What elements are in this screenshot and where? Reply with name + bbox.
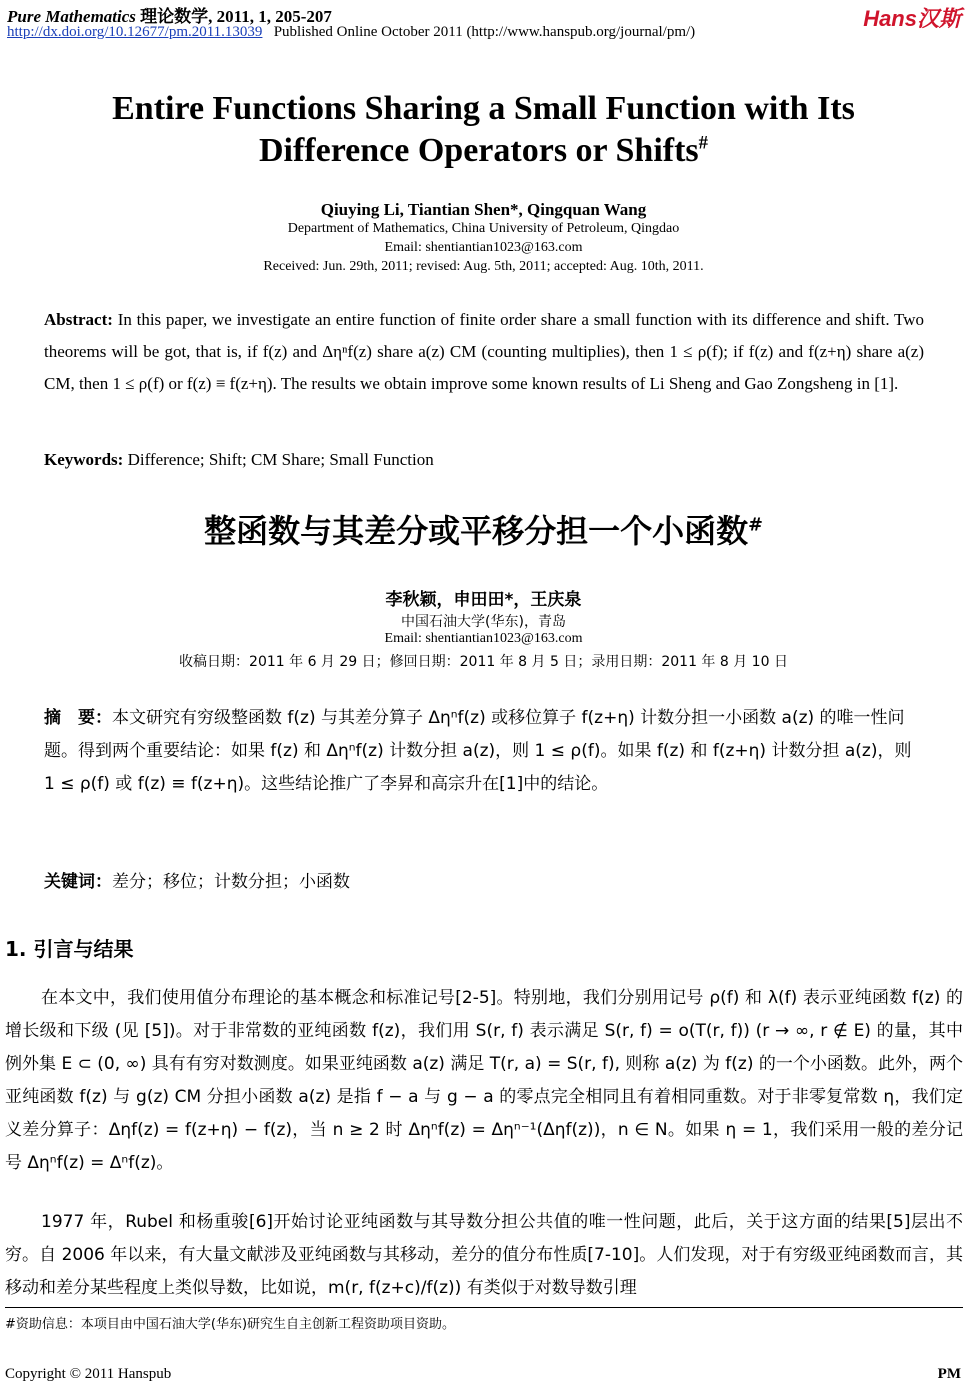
- email-en: Email: shentiantian1023@163.com: [384, 240, 583, 255]
- doi-link[interactable]: http://dx.doi.org/10.12677/pm.2011.13039: [7, 24, 263, 40]
- section-heading: 1. 引言与结果: [5, 937, 134, 961]
- paper-title-en: [0, 88, 967, 172]
- authors-cn: 李秋颖，申田田*，王庆泉: [385, 590, 582, 610]
- authors-en: Qiuying Li, Tiantian Shen*, Qingquan Wang: [320, 200, 647, 219]
- journal-title-cn: 理论数学, 2011, 1, 205-207: [140, 7, 332, 26]
- keywords-cn-text: 差分；移位；计数分担；小函数: [112, 872, 350, 892]
- affiliation-cn: 中国石油大学(华东)，青岛: [401, 614, 566, 630]
- title-footnote-mark: #: [698, 132, 709, 154]
- abstract-cn-text: 本文研究有穷级整函数 f(z) 与其差分算子 Δηⁿf(z) 或移位算子 f(z+η) 计数分担一小函数 a(z) 的唯一性问题。得到两个重要结论：如果 f(z) 和 Δηⁿf(z) 计数分担 a(z)，则 1 ≤ ρ(f)。如果 f(z) 和 f(z+η) 计数分担 a(z)，则 1 ≤ ρ(f) 或 f(z) ≡ f(z+η)。这些结论推广了李昇和高宗升在[1]中的结论。: [44, 708, 912, 794]
- received-cn: 收稿日期：2011 年 6 月 29 日；修回日期：2011 年 8 月 5 日；录用日期：2011 年 8 月 10 日: [179, 654, 788, 670]
- abstract-cn: [44, 702, 924, 801]
- abstract-cn-label: 摘 要：: [44, 708, 112, 728]
- abstract-label: Abstract:: [44, 310, 113, 329]
- abstract-en: [44, 304, 924, 400]
- title-en-line2: Difference Operators or Shifts#: [258, 132, 709, 169]
- keywords-en: [44, 444, 924, 476]
- funding-footnote: #资助信息：本项目由中国石油大学(华东)研究生自主创新工程资助项目资助。: [5, 1317, 456, 1332]
- title-cn-footnote-mark: #: [748, 515, 763, 536]
- journal-title-en: Pure Mathematics: [7, 7, 136, 26]
- affiliation-en: Department of Mathematics, China University of Petroleum, Qingdao: [287, 221, 680, 236]
- title-en-line1: Entire Functions Sharing a Small Function with Its: [112, 90, 855, 127]
- abstract-text: In this paper, we investigate an entire function of finite order share a small function with its difference and shift. Two theorems will be got, that is, if f(z) and Δηⁿf(z) share a(z) CM (counting multiplies), then 1 ≤ ρ(f); if f(z) and f(z+η) share a(z) CM, then 1 ≤ ρ(f) or f(z) ≡ f(z+η). The results we obtain improve some known results of Li Sheng and Gao Zongsheng in [1].: [44, 310, 925, 393]
- body-paragraph-1: 在本文中，我们使用值分布理论的基本概念和标准记号[2-5]。特别地，我们分别用记号 ρ(f) 和 λ(f) 表示亚纯函数 f(z) 的增长级和下级 (见 [5])。对于非常数的亚纯函数 f(z)，我们用 S(r, f) 表示满足 S(r, f) = o(T(r, f)) (r → ∞, r ∉ E) 的量，其中例外集 E ⊂ (0, ∞) 具有有穷对数测度。如果亚纯函数 a(z) 满足 T(r, a) = S(r, f), 则称 a(z) 为 f(z) 的一个小函数。此外，两个亚纯函数 f(z) 与 g(z) CM 分担小函数 a(z) 是指 f − a 与 g − a 的零点完全相同且有着相同重数。对于非零复常数 η，我们定义差分算子：Δηf(z) = f(z+η) − f(z)，当 n ≥ 2 时 Δηⁿf(z) = Δηⁿ⁻¹(Δηf(z))，n ∈ N。如果 η = 1，我们采用一般的差分记号 Δηⁿf(z) = Δⁿf(z)。: [5, 988, 963, 1173]
- keywords-cn: [44, 866, 924, 899]
- hans-logo: Hans汉斯: [863, 6, 961, 31]
- paper-title-cn: 整函数与其差分或平移分担一个小函数#: [204, 512, 763, 550]
- body-paragraph-2: 1977 年，Rubel 和杨重骏[6]开始讨论亚纯函数与其导数分担公共值的唯一性问题，此后，关于这方面的结果[5]层出不穷。自 2006 年以来，有大量文献涉及亚纯函数与其移动，差分的值分布性质[7-10]。人们发现，对于有穷级亚纯函数而言，其移动和差分某些程度上类似导数，比如说，m(r, f(z+c)/f(z)) 有类似于对数导数引理: [5, 1212, 963, 1298]
- email-cn: Email: shentiantian1023@163.com: [384, 631, 583, 646]
- keywords-cn-label: 关键词：: [44, 872, 112, 892]
- received-en: Received: Jun. 29th, 2011; revised: Aug. 5th, 2011; accepted: Aug. 10th, 2011.: [263, 259, 704, 274]
- journal-abbreviation: PM: [937, 1366, 961, 1382]
- copyright: Copyright © 2011 Hanspub: [5, 1366, 172, 1382]
- keywords-label: Keywords:: [44, 450, 124, 469]
- published-online: Published Online October 2011 (http://www.hanspub.org/journal/pm/): [273, 24, 696, 40]
- footnote-divider: [5, 1307, 963, 1308]
- keywords-text: Difference; Shift; CM Share; Small Function: [127, 450, 434, 469]
- doi-line: [7, 24, 695, 41]
